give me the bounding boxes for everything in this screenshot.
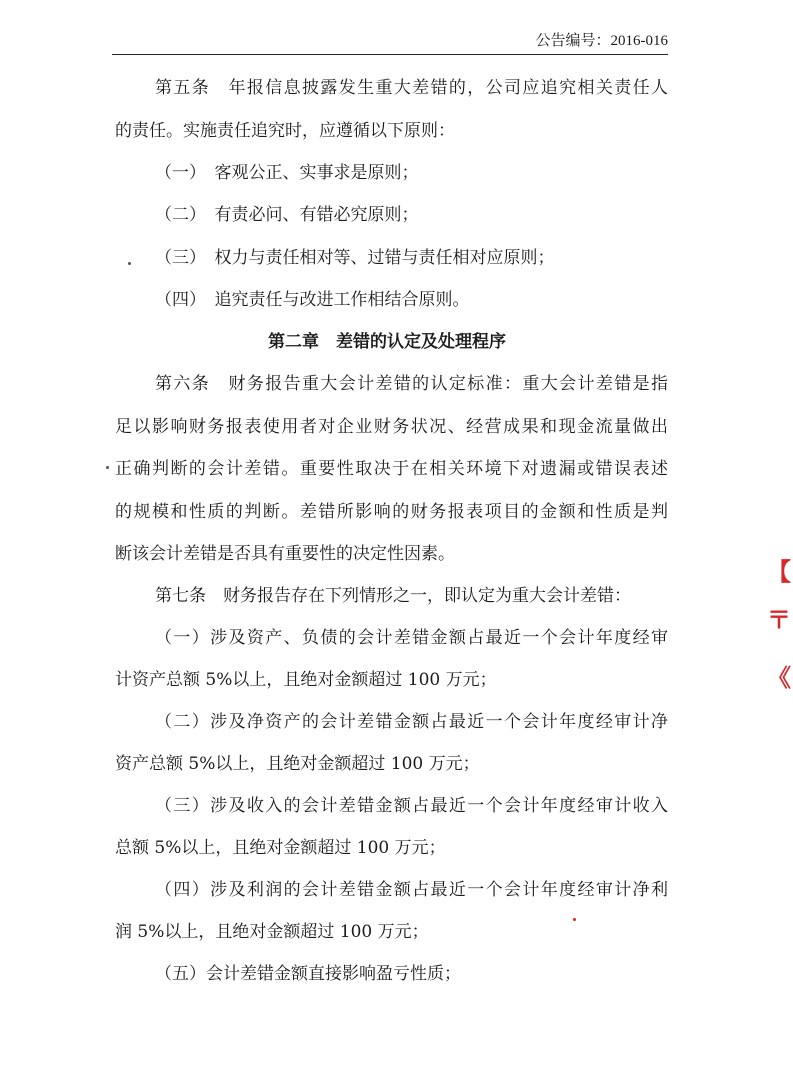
item-3-line-2: 总额 5%以上，且绝对金额超过 100 万元； bbox=[115, 838, 446, 858]
article-6-line-5: 断该会计差错是否具有重要性的决定性因素。 bbox=[115, 544, 455, 564]
item-2-line-1: （二）涉及净资产的会计差错金额占最近一个会计年度经审计净 bbox=[155, 712, 668, 732]
article-5-line-2: 的责任。实施责任追究时，应遵循以下原则： bbox=[115, 121, 455, 141]
article-5-line-1: 第五条 年报信息披露发生重大差错的，公司应追究相关责任人 bbox=[155, 78, 668, 98]
scan-speck bbox=[573, 918, 576, 921]
article-7-line-1: 第七条 财务报告存在下列情形之一，即认定为重大会计差错： bbox=[155, 586, 631, 606]
red-seal-stamp: 【 〒 《 bbox=[767, 558, 791, 692]
header-label: 公告编号： bbox=[535, 31, 611, 49]
item-2-line-2: 资产总额 5%以上，且绝对金额超过 100 万元； bbox=[115, 754, 480, 774]
item-5-line-1: （五）会计差错金额直接影响盈亏性质； bbox=[155, 964, 461, 984]
article-6-line-3: 正确判断的会计差错。重要性取决于在相关环境下对遗漏或错误表述 bbox=[115, 459, 668, 479]
principle-3: （三） 权力与责任相对等、过错与责任相对应原则； bbox=[155, 248, 555, 268]
scan-speck bbox=[106, 466, 109, 469]
item-1-line-2: 计资产总额 5%以上，且绝对金额超过 100 万元； bbox=[115, 670, 497, 690]
scan-speck bbox=[128, 262, 131, 265]
item-3-line-1: （三）涉及收入的会计差错金额占最近一个会计年度经审计收入 bbox=[155, 796, 668, 816]
article-6-line-1: 第六条 财务报告重大会计差错的认定标准：重大会计差错是指 bbox=[155, 374, 668, 394]
principle-2: （二） 有责必问、有错必究原则； bbox=[155, 205, 419, 225]
page-header bbox=[112, 30, 668, 55]
chapter-title: 第二章 差错的认定及处理程序 bbox=[268, 332, 506, 352]
article-6-line-2: 足以影响财务报表使用者对企业财务状况、经营成果和现金流量做出 bbox=[115, 417, 668, 437]
article-6-line-4: 的规模和性质的判断。差错所影响的财务报表项目的金额和性质是判 bbox=[115, 502, 668, 522]
announcement-number: 2016-016 bbox=[610, 33, 668, 49]
principle-1: （一） 客观公正、实事求是原则； bbox=[155, 163, 419, 183]
principle-4: （四） 追究责任与改进工作相结合原则。 bbox=[155, 290, 470, 310]
item-1-line-1: （一）涉及资产、负债的会计差错金额占最近一个会计年度经审 bbox=[155, 628, 668, 648]
item-4-line-1: （四）涉及利润的会计差错金额占最近一个会计年度经审计净利 bbox=[155, 880, 668, 900]
item-4-line-2: 润 5%以上，且绝对金额超过 100 万元； bbox=[115, 922, 429, 942]
